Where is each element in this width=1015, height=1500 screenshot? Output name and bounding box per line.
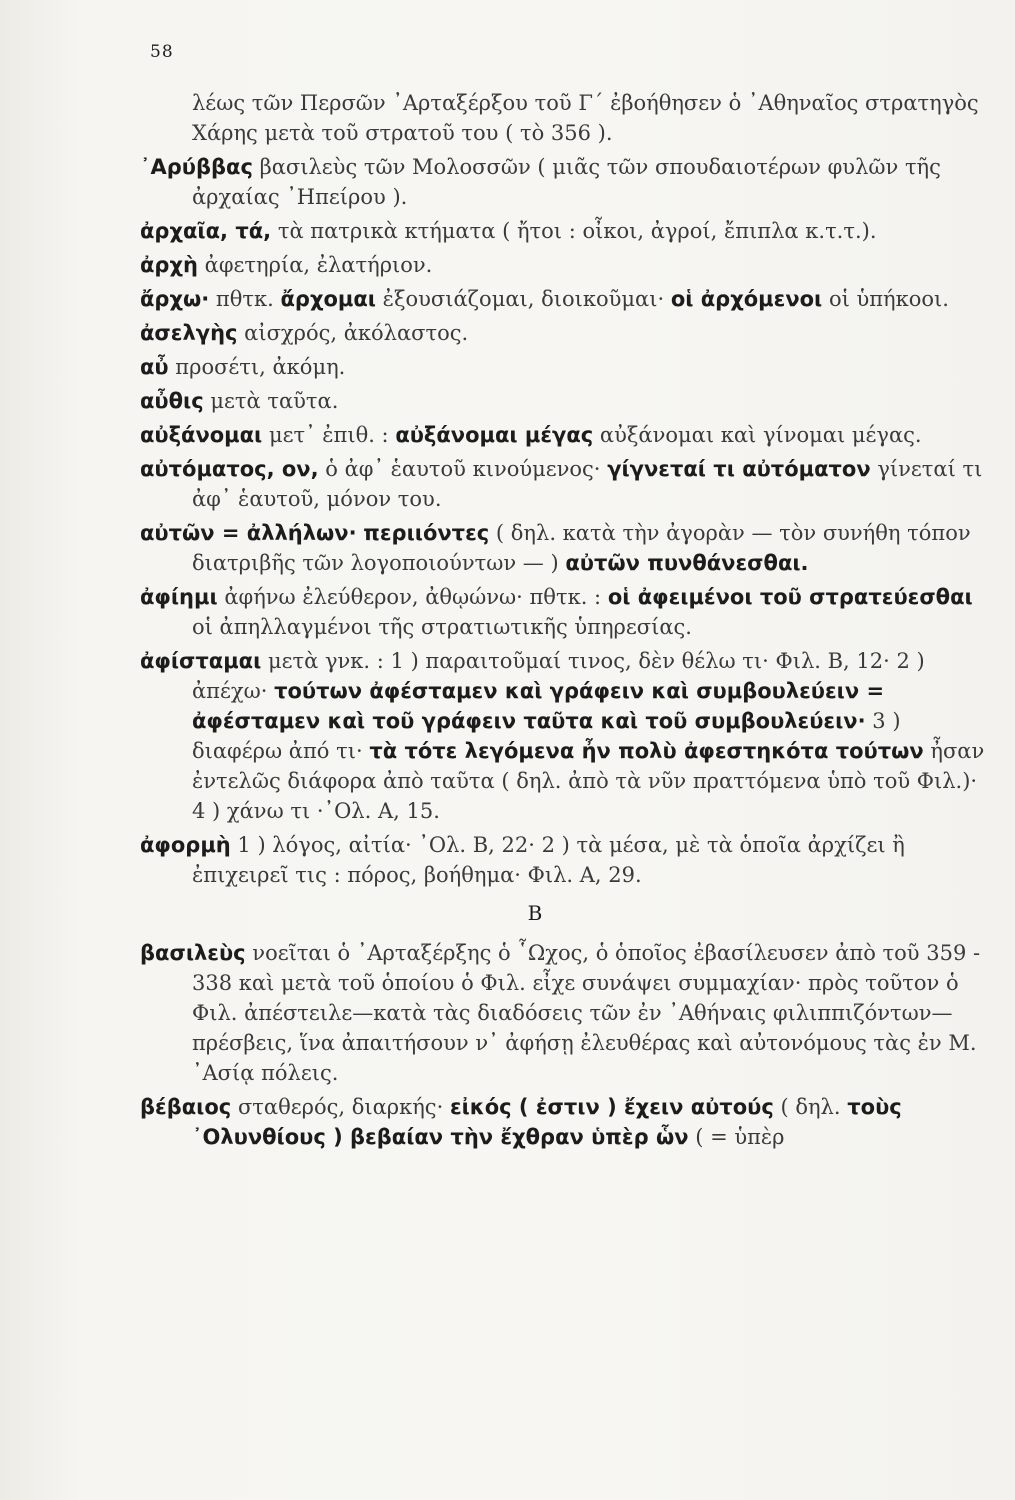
glossary-entry [140,646,990,826]
entry-quote: αὐξάνομαι μέγας [395,423,594,447]
glossary-entry [140,1092,990,1152]
glossary-entry [140,318,990,348]
entry-quote: οἱ ἀρχόμενοι [670,287,823,311]
entry-quote: ἄρχομαι [280,287,376,311]
page-number: 58 [150,42,174,62]
entry-definition: μετὰ γνκ. : 1 ) παραιτοῦμαί τινος, δὲν θέλω τι· Φιλ. Β, 12· 2 ) ἀπέχω· [192,649,925,703]
entry-definition: ἀφήνω ἐλεύθερον, ἀθῳώνω· πθτκ. : [224,585,602,609]
entry-quote: τοὺς ᾿Ολυνθίους ) βεβαίαν τὴν ἔχθραν ὑπὲρ ὧν [192,1095,902,1149]
entry-definition: προσέτι, ἀκόμη. [175,355,346,379]
entry-headword: αὖθις [140,389,204,413]
entry-headword: ἀσελγὴς [140,321,238,345]
glossary-entry [140,830,990,890]
entry-definition: ( = ὑπὲρ [695,1125,785,1149]
entry-definition: τὰ πατρικὰ κτήματα ( ἤτοι : οἶκοι, ἀγροί, ἔπιπλα κ.τ.τ.). [277,219,877,243]
entry-definition: γίνεταί τι ἀφ᾿ ἑαυτοῦ, μόνον του. [192,457,983,511]
entry-definition: σταθερός, διαρκής· [237,1095,444,1119]
entry-definition: λέως τῶν Περσῶν ᾿Αρταξέρξου τοῦ Γ΄ ἐβοήθησεν ὁ ᾿Αθηναῖος στρατηγὸς Χάρης μετὰ τοῦ στρατοῦ του ( τὸ 356 ). [192,91,979,145]
glossary-entry [140,216,990,246]
entry-quote: τὰ τότε λεγόμενα ἦν πολὺ ἀφεστηκότα τούτων [369,739,924,763]
glossary-entry [140,386,990,416]
section-letter: Β [527,901,543,925]
entry-quote: περιιόντες [363,521,490,545]
entry-definition: μετ᾿ ἐπιθ. : [268,423,389,447]
entry-definition: οἱ ἀπηλλαγμένοι τῆς στρατιωτικῆς ὑπηρεσίας. [192,615,692,639]
entry-quote: γίγνεταί τι αὐτόματον [607,457,871,481]
glossary-entry [140,420,990,450]
entry-headword: βέβαιος [140,1095,232,1119]
glossary-entry [140,250,990,280]
entry-definition: μετὰ ταῦτα. [210,389,339,413]
entry-headword: ἀφίσταμαι [140,649,262,673]
glossary-entry [140,582,990,642]
glossary-entry [140,938,990,1088]
glossary-entry [140,88,990,148]
entry-definition: 1 ) λόγος, αἰτία· ᾿Ολ. Β, 22· 2 ) τὰ μέσα, μὲ τὰ ὁποῖα ἀρχίζει ἢ ἐπιχειρεῖ τις : πόρος, βοήθημα· Φιλ. Α, 29. [192,833,905,887]
glossary-entry [140,284,990,314]
entry-quote: αὐτῶν πυνθάνεσθαι. [565,551,809,575]
entry-definition: βασιλεὺς τῶν Μολοσσῶν ( μιᾶς τῶν σπουδαιοτέρων φυλῶν τῆς ἀρχαίας ᾿Ηπείρου ). [192,155,941,209]
entry-definition: οἱ ὑπήκοοι. [828,287,949,311]
glossary-section-b [140,938,990,1152]
entry-headword: ἀφορμὴ [140,833,231,857]
glossary-entry [140,454,990,514]
glossary-section-a [140,88,990,890]
entry-definition: ἐξουσιάζομαι, διοικοῦμαι· [382,287,665,311]
entry-definition: αὐξάνομαι καὶ γίνομαι μέγας. [599,423,922,447]
entry-headword: αὐτόματος, ον, [140,457,319,481]
entry-definition: ἀφετηρία, ἐλατήριον. [204,253,433,277]
glossary-entry [140,518,990,578]
entry-definition: ὁ ἀφ᾿ ἑαυτοῦ κινούμενος· [325,457,601,481]
entry-definition: 3 ) διαφέρω ἀπό τι· [192,709,901,763]
entry-headword: βασιλεὺς [140,941,246,965]
entry-quote: οἱ ἀφειμένοι τοῦ στρατεύεσθαι [607,585,973,609]
entry-headword: ἀρχαῖα, τά, [140,219,272,243]
entry-definition: πθτκ. [215,287,274,311]
entry-headword: ἀφίημι [140,585,218,609]
entry-definition: ἦσαν ἐντελῶς διάφορα ἀπὸ ταῦτα ( δηλ. ἀπὸ τὰ νῦν πραττόμενα ὑπὸ τοῦ Φιλ.)· 4 ) χάνω τι ·᾿Ολ. Α, 15. [192,739,985,823]
entry-headword: ἀρχὴ [140,253,198,277]
entry-quote: εἰκός ( ἐστιν ) ἔχειν αὐτούς [449,1095,774,1119]
entry-headword: αὐτῶν = ἀλλήλων· [140,521,357,545]
entry-headword: αὖ [140,355,169,379]
entry-definition: αἰσχρός, ἀκόλαστος. [244,321,469,345]
entry-headword: ἄρχω· [140,287,210,311]
glossary-body [140,88,990,1156]
entry-headword: ᾿Αρύββας [140,155,253,179]
entry-headword: αὐξάνομαι [140,423,263,447]
glossary-entry [140,352,990,382]
glossary-entry [140,152,990,212]
entry-definition: ( δηλ. [780,1095,841,1119]
entry-definition: νοεῖται ὁ ᾿Αρταξέρξης ὁ ῟Ωχος, ὁ ὁποῖος ἐβασίλευσεν ἀπὸ τοῦ 359 - 338 καὶ μετὰ τοῦ ὁποίου ὁ Φιλ. εἶχε συνάψει συμμαχίαν· πρὸς τοῦτον ὁ Φιλ. ἀπέστειλε—κατὰ τὰς διαδόσεις τῶν ἐν ᾿Αθήναις φιλιππιζόντων—πρέσβεις, ἵνα ἀπαιτήσουν ν᾿ ἀφήσῃ ἐλευθέρας καὶ αὐτονόμους τὰς ἐν Μ. ᾿Ασίᾳ πόλεις. [192,941,981,1085]
entry-quote: τούτων ἀφέσταμεν καὶ γράφειν καὶ συμβουλεύειν = ἀφέσταμεν καὶ τοῦ γράφειν ταῦτα καὶ τοῦ συμβουλεύειν· [192,679,885,733]
entry-definition: ( δηλ. κατὰ τὴν ἀγορὰν — τὸν συνήθη τόπον διατριβῆς τῶν λογοποιούντων — ) [192,521,971,575]
